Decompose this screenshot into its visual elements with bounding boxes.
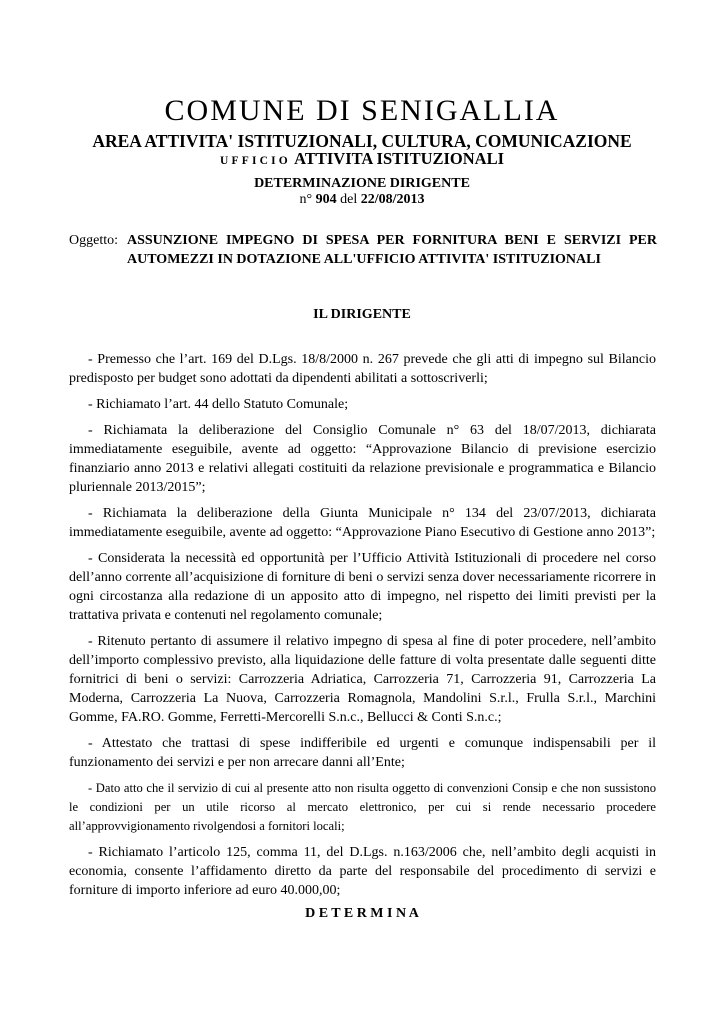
paragraph: - Richiamato l’art. 44 dello Statuto Comunale; <box>88 397 349 412</box>
ufficio-name: ATTIVITA ISTITUZIONALI <box>294 149 505 168</box>
date-prefix: del <box>340 192 358 207</box>
paragraph: - Considerata la necessità ed opportunità per l’Ufficio Attività Istituzionali di procedere nel corso dell’anno corrente all’acquisizione di forniture di beni o servizi senza dover necessariamente ricorrere in ogni circostanza alla redazione di un apposito atto di impegno, nel rispetto dei limiti previsti per la trattativa privata e contenuti nel regolamento comunale; <box>69 551 656 623</box>
paragraph: - Richiamata la deliberazione del Consiglio Comunale n° 63 del 18/07/2013, dichiarata immediatamente eseguibile, avente ad oggetto: “Approvazione Bilancio di previsione esercizio finanziario anno 2013 e relativi allegati costituiti da relazione previsionale e programmatica e Bilancio pluriennale 2013/2015”; <box>69 423 656 495</box>
paragraph: - Richiamata la deliberazione della Giunta Municipale n° 134 del 23/07/2013, dichiarata immediatamente eseguibile, avente ad oggetto: “Approvazione Piano Esecutivo di Gestione anno 2013”; <box>69 506 656 540</box>
determinazione-title: DETERMINAZIONE DIRIGENTE <box>254 176 470 191</box>
ufficio-label: UFFICIO <box>219 155 291 167</box>
determinazione-number-line <box>0 192 724 208</box>
paragraph: - Attestato che trattasi di spese indifferibile ed urgenti e comunque indispensabili per il funzionamento dei servizi e per non arrecare danni all’Ente; <box>69 736 656 770</box>
premises-body <box>69 350 656 907</box>
paragraph: - Dato atto che il servizio di cui al presente atto non risulta oggetto di convenzioni Consip e che non sussistono le condizioni per un utile ricorso al mercato elettronico, per cui si rende necessario procedere all’approvvigionamento rivolgendosi a fornitori locali; <box>69 781 656 833</box>
il-dirigente-heading: IL DIRIGENTE <box>313 307 411 322</box>
area-heading: AREA ATTIVITA' ISTITUZIONALI, CULTURA, COMUNICAZIONE <box>92 131 632 151</box>
paragraph: - Richiamato l’articolo 125, comma 11, del D.Lgs. n.163/2006 che, nell’ambito degli acquisti in economia, consente l’affidamento diretto da parte del responsabile del procedimento di servizi e forniture di importo inferiore ad euro 40.000,00; <box>69 845 656 898</box>
document-title: COMUNE DI SENIGALLIA <box>164 94 560 127</box>
paragraph: - Ritenuto pertanto di assumere il relativo impegno di spesa al fine di poter procedere, nell’ambito dell’importo complessivo previsto, alla liquidazione delle fatture di volta presentate dalle seguenti ditte fornitrici di beni o servizi: Carrozzeria Adriatica, Carrozzeria 71, Carrozzeria 91, Carrozzeria La Moderna, Carrozzeria La Nuova, Carrozzeria Romagnola, Mandolini S.r.l., Frulla S.r.l., Marchini Gomme, FA.RO. Gomme, Ferretti-Mercorelli S.n.c., Bellucci & Conti S.n.c.; <box>69 634 656 725</box>
oggetto-label: Oggetto: <box>69 233 118 248</box>
determina-heading: D E T E R M I N A <box>305 906 419 921</box>
paragraph: - Premesso che l’art. 169 del D.Lgs. 18/8/2000 n. 267 prevede che gli atti di impegno sul Bilancio predisposto per budget sono adottati da dipendenti abilitati a sottoscriverli; <box>69 352 656 386</box>
ufficio-heading <box>0 150 724 170</box>
oggetto-text: ASSUNZIONE IMPEGNO DI SPESA PER FORNITURA BENI E SERVIZI PER AUTOMEZZI IN DOTAZIONE ALL'UFFICIO ATTIVITA' ISTITUZIONALI <box>127 233 657 267</box>
determinazione-date: 22/08/2013 <box>360 192 425 207</box>
number-prefix: n° <box>299 192 313 207</box>
determinazione-number: 904 <box>315 192 337 207</box>
